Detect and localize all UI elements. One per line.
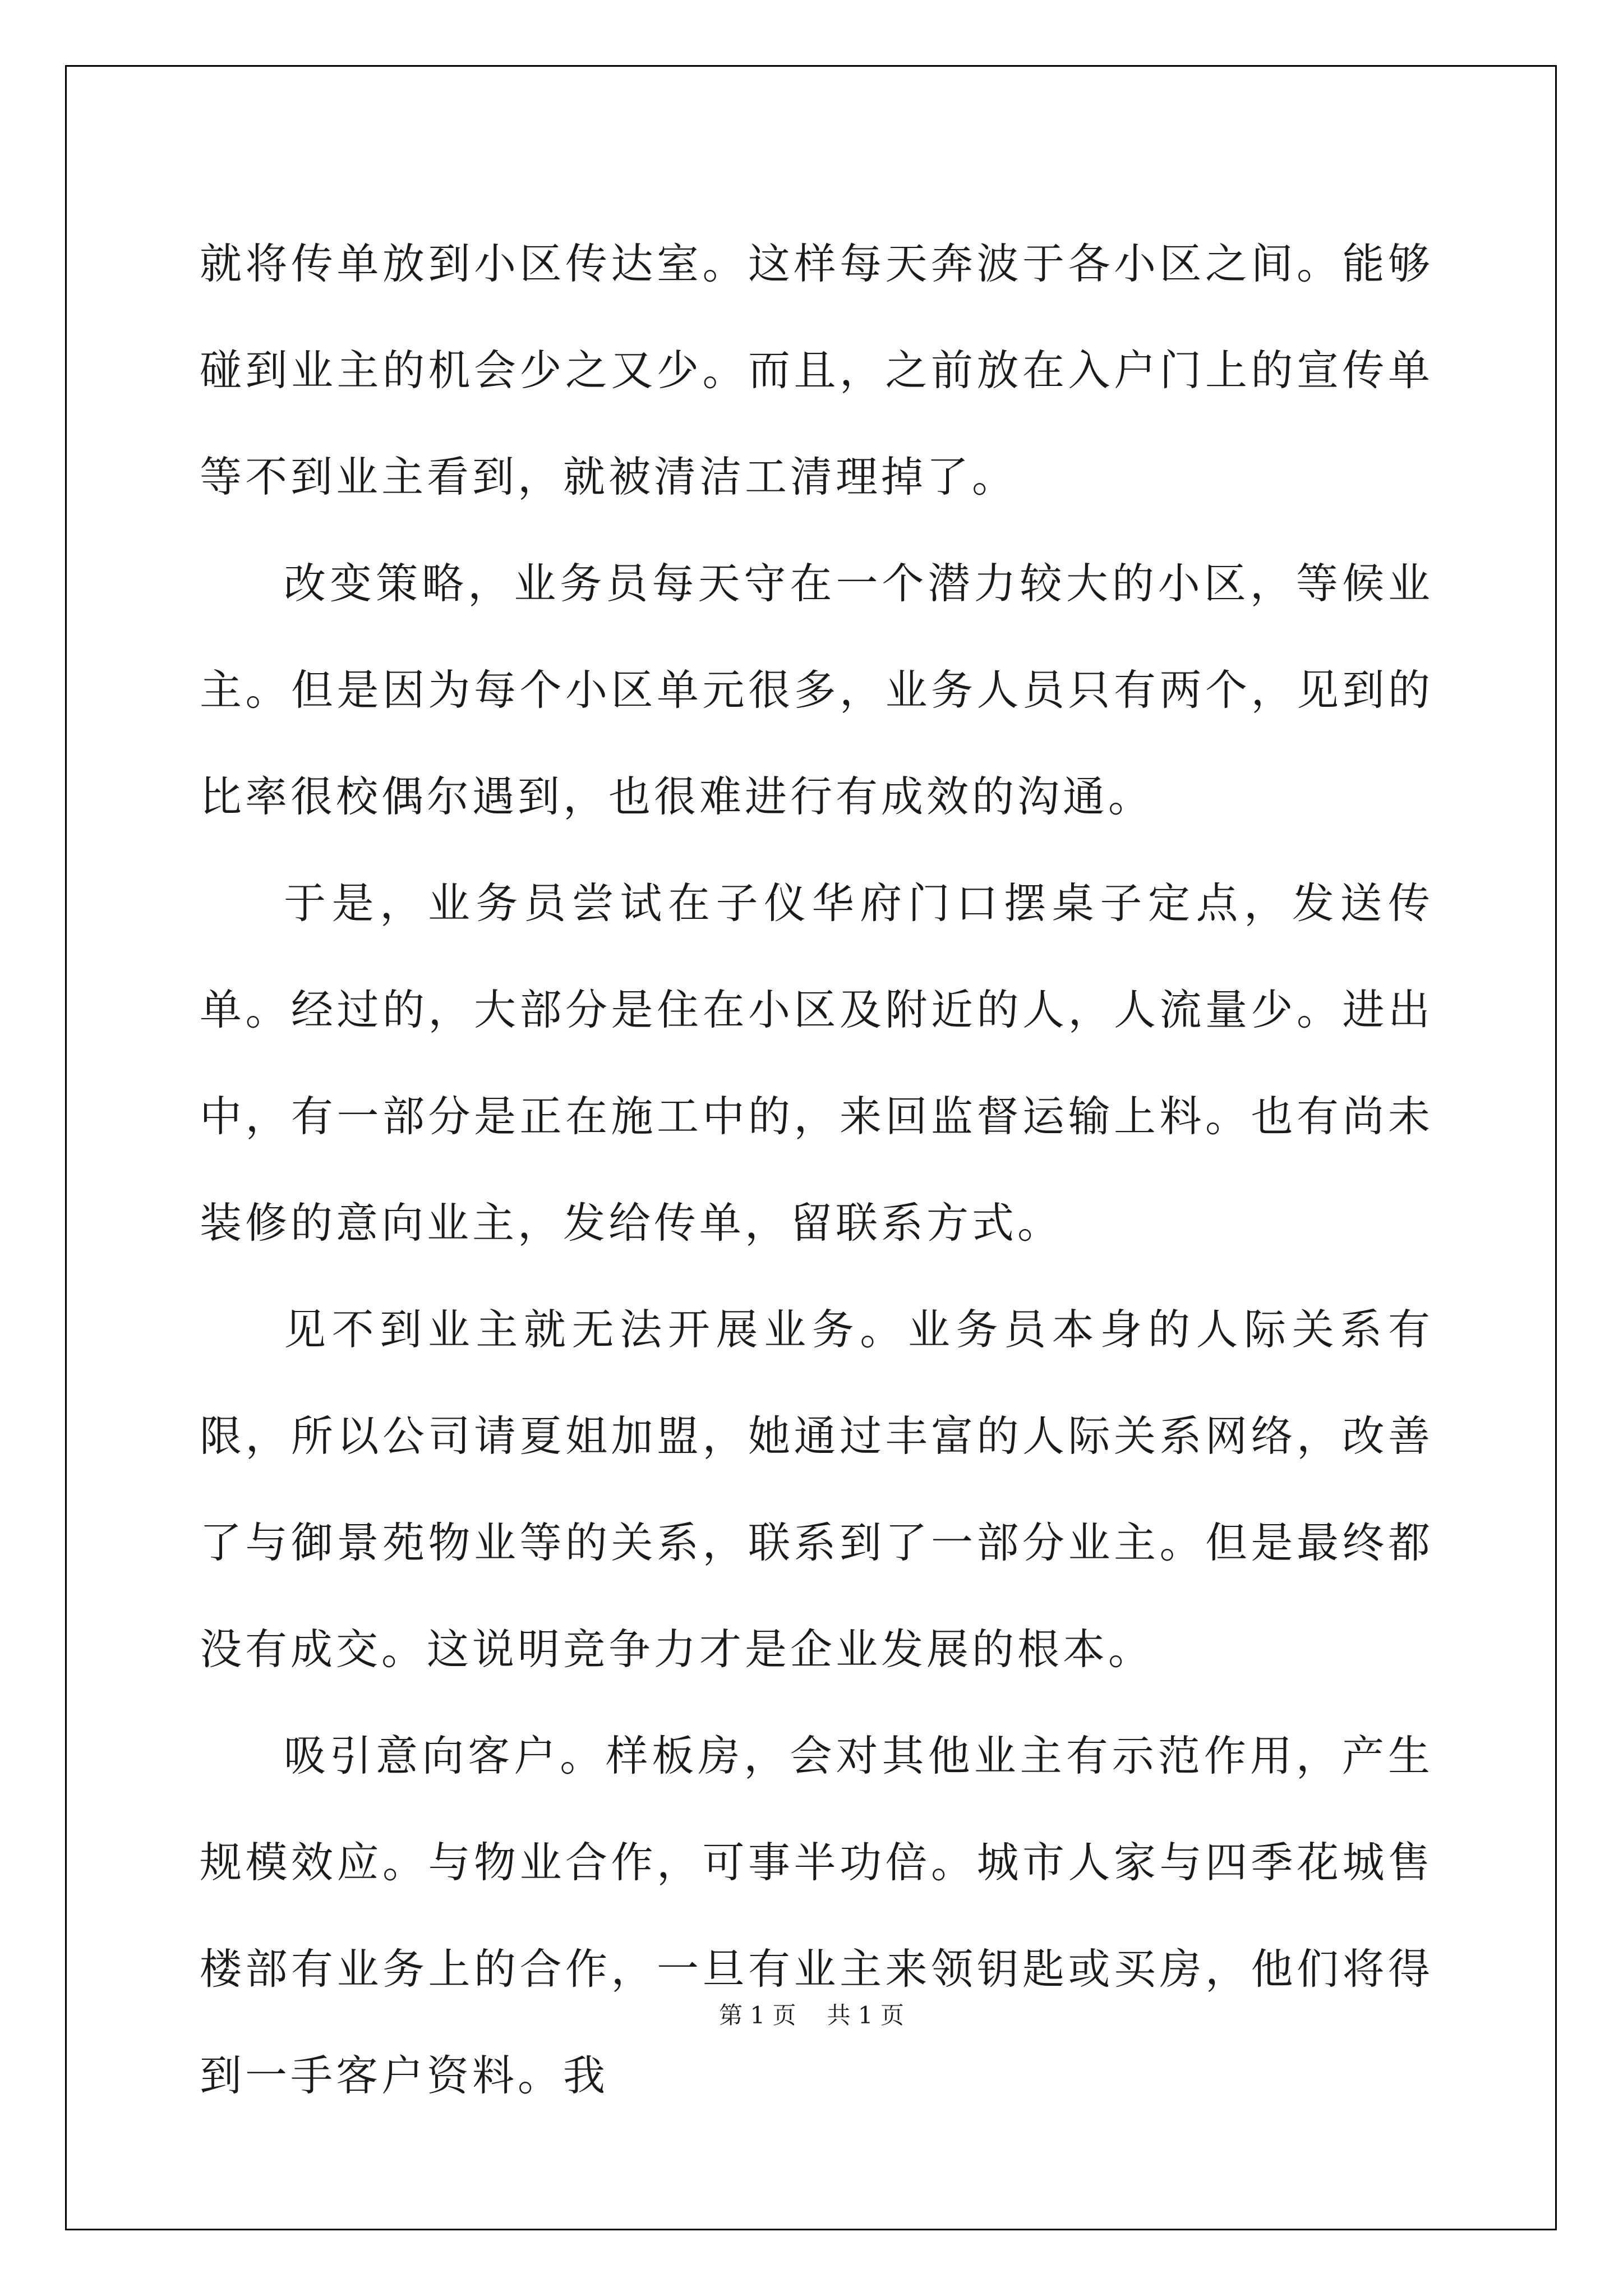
document-body [200, 210, 1433, 2129]
paragraph-4: 见不到业主就无法开展业务。业务员本身的人际关系有限，所以公司请夏姐加盟，她通过丰富的人际关系网络，改善了与御景苑物业等的关系，联系到了一部分业主。但是最终都没有成交。这说明竞争力才是企业发展的根本。 [200, 1305, 1433, 1674]
page-number-current: 第 1 页 [719, 2001, 796, 2029]
page-footer [0, 1997, 1623, 2031]
paragraph-2: 改变策略，业务员每天守在一个潜力较大的小区，等候业主。但是因为每个小区单元很多，业务人员只有两个，见到的比率很校偶尔遇到，也很难进行有成效的沟通。 [200, 559, 1433, 821]
paragraph-3: 于是，业务员尝试在子仪华府门口摆桌子定点，发送传单。经过的，大部分是住在小区及附近的人，人流量少。进出中，有一部分是正在施工中的，来回监督运输上料。也有尚未装修的意向业主，发给传单，留联系方式。 [200, 878, 1433, 1248]
paragraph-5: 吸引意向客户。样板房，会对其他业主有示范作用，产生规模效应。与物业合作，可事半功倍。城市人家与四季花城售楼部有业务上的合作，一旦有业主来领钥匙或买房，他们将得到一手客户资料。我 [200, 1731, 1433, 2100]
page-number-total: 共 1 页 [827, 2001, 904, 2029]
paragraph-1: 就将传单放到小区传达室。这样每天奔波于各小区之间。能够碰到业主的机会少之又少。而且，之前放在入户门上的宣传单等不到业主看到，就被清洁工清理掉了。 [200, 239, 1433, 501]
